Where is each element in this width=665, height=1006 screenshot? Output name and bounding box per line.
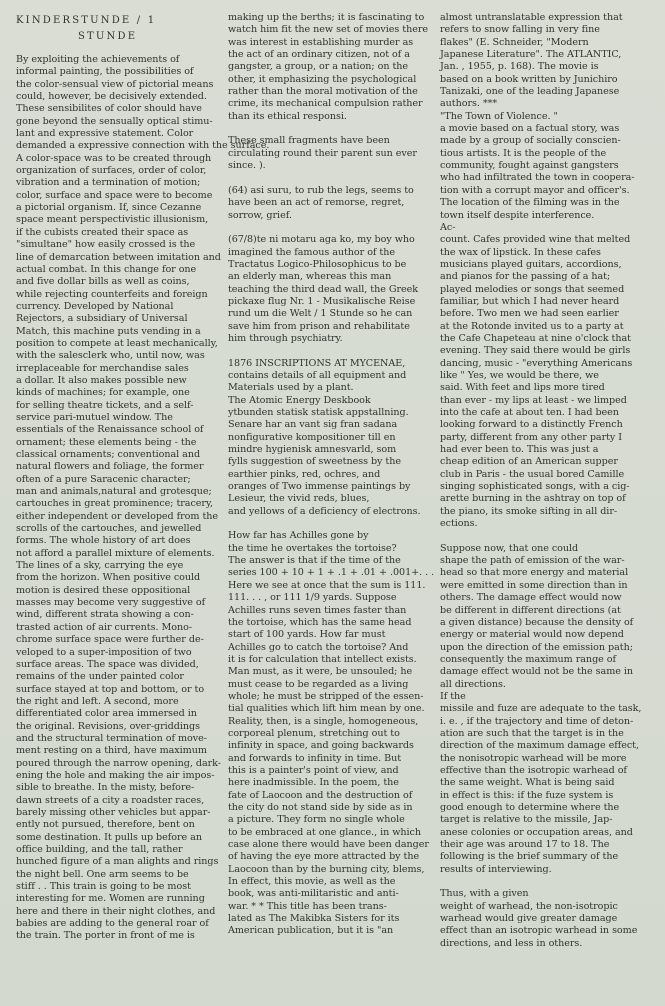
text-line: Materials used by a plant.: [228, 382, 354, 394]
text-line: anese colonies or occupation areas, and: [440, 826, 633, 838]
text-line: ening the hole and making the air impos-: [16, 769, 215, 781]
text-line: [228, 518, 438, 530]
text-line: [440, 530, 655, 542]
text-line: remains of the under painted color: [16, 671, 184, 683]
text-line: missile and fuze are adequate to the task,: [440, 703, 642, 715]
article-title-line2: STUNDE: [78, 31, 138, 42]
text-line: if the cubists created their space as: [16, 226, 189, 238]
text-line: energy or material would now depend: [440, 629, 624, 641]
text-line: The lines of a sky, carrying the eye: [16, 560, 184, 572]
text-line: contains details of all equipment and: [228, 369, 407, 381]
text-line: veloped to a super-imposition of two: [16, 646, 192, 658]
text-line: Man must, as it were, be unsouled; he: [228, 666, 413, 678]
text-line: actual combat. In this change for one: [16, 263, 197, 275]
text-line: made by a group of socially conscien-: [440, 135, 621, 147]
text-line: other, it emphasizing the psychological: [228, 73, 417, 85]
text-line: not afford a parallel mixture of elements.: [16, 547, 215, 559]
text-line: pickaxe flug Nr. 1 - Musikalische Reise: [228, 295, 416, 307]
text-line: some destination. It pulls up before an: [16, 831, 202, 843]
text-line: an elderly man, whereas this man: [228, 271, 392, 283]
text-line: target is relative to the missile, Jap-: [440, 814, 613, 826]
text-line: a pictorial organism. If, since Cezanne: [16, 202, 202, 214]
text-line: results of interviewing.: [440, 863, 552, 875]
text-line: watch him fit the new set of movies there: [228, 24, 429, 36]
text-line: cartouches in great prominence; tracery,: [16, 498, 214, 510]
text-line: i. e. , if the trajectory and time of deton-: [440, 715, 634, 727]
text-line: Rejectors, a subsidiary of Universal: [16, 313, 188, 325]
text-line: had ever been to. This was just a: [440, 444, 599, 456]
text-line: could, however, be decisively extended.: [16, 91, 207, 103]
text-line: be different in different directions (at: [440, 604, 621, 616]
text-line: man and animals,natural and grotesque;: [16, 486, 212, 498]
text-line: played melodies or songs that seemed: [440, 283, 625, 295]
text-line: Senare har an vant sig fran sadana: [228, 419, 398, 431]
text-line: American publication, but it is "an: [228, 925, 394, 937]
text-line: surface stayed at top and bottom, or to: [16, 683, 205, 695]
text-line: sible to breathe. In the misty, before-: [16, 782, 195, 794]
text-line: classical ornaments; conventional and: [16, 449, 201, 460]
text-line: dancing, music - "everything Americans: [440, 357, 633, 369]
text-line: differentiated color area immersed in: [16, 708, 197, 720]
text-line: [228, 172, 438, 184]
text-line: the right and left. A second, more: [16, 695, 179, 707]
text-line: "The Town of Violence. ": [440, 110, 558, 122]
text-line: surface areas. The space was divided,: [16, 658, 199, 670]
text-line: a dollar. It also makes possible new: [16, 374, 187, 386]
text-line: scrolls of the cartouches, and jewelled: [16, 523, 202, 535]
text-line: ation are such that the target is in the: [440, 727, 624, 739]
text-line: tial qualities which lift him mean by one.: [228, 703, 425, 715]
text-line: rather than the moral motivation of the: [228, 86, 418, 98]
text-line: often of a pure Saracenic character;: [16, 473, 191, 485]
text-line: the act of an ordinary citizen, not of a: [228, 49, 410, 61]
text-line: shape the path of emission of the war-: [440, 555, 625, 567]
text-line: a given distance) because the density of: [440, 616, 634, 628]
text-line: gangster, a group, or a nation; on the: [228, 61, 409, 73]
text-line: The Atomic Energy Deskbook: [228, 394, 371, 406]
text-line: since. ).: [228, 160, 266, 172]
text-line: service pari-mutuel window. The: [16, 411, 173, 423]
text-line: color, surface and space were to become: [16, 189, 213, 201]
text-line: community, fought against gangsters: [440, 160, 619, 172]
text-line: ment resting on a third, have maximum: [16, 745, 207, 757]
text-line: "simultane" how easily crossed is the: [16, 239, 196, 251]
text-line: book, was anti-militaristic and anti-: [228, 888, 399, 900]
text-line: said. With feet and lips more tired: [440, 382, 605, 394]
text-line: at the Rotonde invited us to a party at: [440, 320, 624, 332]
text-line: all directions.: [440, 678, 506, 690]
text-line: demanded a expressive connection with the surface.: [16, 140, 270, 152]
text-line: warhead would give greater damage: [440, 913, 618, 925]
text-line: weight of warhead, the non-isotropic: [440, 900, 618, 912]
text-line: Achilles go to catch the tortoise? And: [228, 641, 409, 653]
text-line: (64) asi suru, to rub the legs, seems to: [228, 184, 414, 196]
text-line: nonfigurative kompositioner till en: [228, 431, 396, 443]
text-line: the city do not stand side by side as in: [228, 802, 413, 813]
text-line: Japanese Literature". The ATLANTIC,: [440, 49, 622, 61]
text-line: oranges of Two immense paintings by: [228, 481, 411, 493]
text-line: making up the berths; it is fascinating to: [228, 12, 425, 23]
text-line: series 100 + 10 + 1 + .1 + .01 + .001+. . .: [228, 567, 435, 579]
text-line: party, different from any other party I: [440, 431, 623, 443]
text-line: Match, this machine puts vending in a: [16, 325, 201, 337]
text-line: were emitted in some direction than in: [440, 579, 628, 591]
text-line: it is for calculation that intellect exists.: [228, 653, 417, 665]
text-line: Reality, then, is a single, homogeneous,: [228, 715, 419, 727]
text-line: earthier pinks, red, ochres, and: [228, 468, 381, 480]
text-line: good enough to determine where the: [440, 802, 620, 813]
text-line: [228, 123, 438, 135]
text-line: fate of Laocoon and the destruction of: [228, 789, 413, 801]
text-line: in effect is this: if the fuze system is: [440, 789, 614, 801]
text-line: the time he overtakes the tortoise?: [228, 542, 397, 554]
text-line: count. Cafes provided wine that melted: [440, 234, 631, 246]
text-line: ently not pursued, therefore, bent on: [16, 819, 195, 831]
text-line: forms. The whole history of art does: [16, 535, 191, 547]
text-line: and forwards to infinity in time. But: [228, 752, 402, 764]
text-line: stiff . . This train is going to be most: [16, 881, 191, 893]
text-line: wind, different strata showing a con-: [16, 609, 194, 621]
text-line: chrome surface space were further de-: [16, 634, 204, 646]
text-line: organization of surfaces, order of color,: [16, 165, 207, 177]
text-line: and pianos for the passing of a hat;: [440, 271, 611, 283]
article-title-line1: KINDERSTUNDE / 1: [16, 15, 157, 26]
text-line: Laocoon than by the burning city, blems,: [228, 863, 425, 875]
text-line: the original. Revisions, over-griddings: [16, 720, 200, 732]
text-line: circulating round their parent sun ever: [228, 147, 417, 159]
text-line: direction of the maximum damage effect,: [440, 740, 639, 752]
text-line: sorrow, grief.: [228, 209, 292, 221]
text-line: gone beyond the sensually optical stimu-: [16, 115, 213, 127]
text-line: here inadmissible. In the poem, the: [228, 777, 399, 789]
text-line: irreplaceable for merchandise sales: [16, 362, 189, 374]
text-line: motion is desired these oppositional: [16, 584, 191, 596]
text-line: head so that more energy and material: [440, 567, 629, 579]
text-line: either independent or developed from the: [16, 510, 219, 522]
text-line: teaching the third dead wall, the Greek: [228, 283, 419, 295]
text-line: [228, 222, 438, 234]
text-line: Lesieur, the vivid reds, blues,: [228, 493, 370, 505]
text-line: tion with a corrupt mayor and officer's.: [440, 184, 630, 196]
text-line: Tanizaki, one of the leading Japanese: [440, 86, 620, 98]
text-line: effect than an isotropic warhead in some: [440, 925, 638, 937]
text-line: before. Two men we had seen earlier: [440, 308, 619, 320]
text-line: Jan. , 1955, p. 168). The movie is: [440, 61, 599, 73]
text-line: Here we see at once that the sum is 111.: [228, 579, 426, 591]
text-line: ornament; these elements being - the: [16, 436, 197, 448]
text-line: If the: [440, 690, 466, 702]
text-line: the Cafe Chapeteau at nine o'clock that: [440, 332, 631, 344]
text-line: a movie based on a factual story, was: [440, 123, 620, 135]
text-line: to be embraced at one glance., in which: [228, 826, 421, 838]
text-line: Ac-: [440, 221, 456, 233]
text-line: almost untranslatable expression that: [440, 12, 623, 23]
text-line: mindre hygienisk amnesvarld, som: [228, 444, 397, 456]
text-line: directions, and less in others.: [440, 937, 583, 949]
text-line: Tractatus Logico-Philosophicus to be: [228, 258, 407, 270]
text-line: and the structural termination of move-: [16, 732, 207, 744]
text-line: with the salesclerk who, until now, was: [16, 350, 205, 362]
text-line: poured through the narrow opening, dark-: [16, 757, 221, 769]
text-line: damage effect would not be the same in: [440, 666, 634, 678]
text-column-middle: [228, 12, 438, 938]
text-line: cheap edition of an American supper: [440, 456, 618, 468]
text-line: interesting for me. Women are running: [16, 893, 205, 905]
text-line: infinity in space, and going backwards: [228, 740, 414, 752]
text-line: this is a painter's point of view, and: [228, 764, 399, 776]
text-line: the nonisotropic warhead will be more: [440, 752, 627, 764]
text-line: line of demarcation between imitation and: [16, 251, 221, 263]
text-line: their age was around 17 to 18. The: [440, 839, 610, 851]
text-line: from the horizon. When positive could: [16, 572, 201, 584]
text-line: By exploiting the achievements of: [16, 54, 180, 65]
text-line: like " Yes, we would be there, we: [440, 369, 599, 381]
text-line: [440, 876, 655, 888]
text-line: These small fragments have been: [228, 135, 390, 147]
text-line: the wax of lipstick. In these cafes: [440, 246, 601, 258]
text-line: masses may become very suggestive of: [16, 597, 206, 609]
text-line: rund um die Welt / 1 Stunde so he can: [228, 308, 413, 320]
text-line: lant and expressive statement. Color: [16, 128, 194, 140]
text-line: and five dollar bills as well as coins,: [16, 276, 190, 288]
text-line: familiar, but which I had never heard: [440, 295, 620, 307]
text-line: following is the brief summary of the: [440, 851, 619, 863]
text-line: than its ethical responsi.: [228, 110, 347, 122]
text-line: club in Paris - the usual bored Camille: [440, 468, 625, 480]
text-line: kinds of machines; for example, one: [16, 387, 190, 399]
text-line: into the cafe at about ten. I had been: [440, 407, 619, 418]
text-line: 111. . . , or 111 1/9 yards. Suppose: [228, 592, 397, 604]
text-line: crime, its mechanical compulsion rather: [228, 98, 423, 110]
text-line: town itself despite interference.: [440, 209, 595, 221]
text-line: informal painting, the possibilities of: [16, 66, 194, 78]
text-line: the piano, its smoke sifting in all dir-: [440, 505, 618, 517]
text-line: a picture. They form no single whole: [228, 814, 405, 826]
text-line: position to compete at least mechanically,: [16, 337, 218, 349]
text-line: natural flowers and foliage, the former: [16, 461, 204, 473]
text-line: [228, 345, 438, 357]
text-line: the same weight. What is being said: [440, 777, 615, 789]
text-line: the color-sensual view of pictorial means: [16, 78, 214, 90]
text-line: than ever - my lips at least - we limped: [440, 394, 627, 406]
text-line: dawn streets of a city a roadster races,: [16, 794, 205, 806]
text-line: refers to snow falling in very fine: [440, 24, 600, 36]
text-line: A color-space was to be created through: [16, 152, 212, 164]
text-line: and yellows of a deficiency of electrons.: [228, 505, 421, 517]
text-line: barely missing other vehicles but appar-: [16, 806, 211, 818]
text-line: singing sophisticated songs, with a cig-: [440, 481, 630, 493]
text-line: authors. ***: [440, 98, 498, 110]
text-line: Thus, with a given: [440, 888, 529, 900]
text-line: babies are adding to the general roar of: [16, 918, 209, 930]
text-line: whole; he must be stripped of the essen-: [228, 690, 424, 702]
text-line: space meant perspectivistic illusionism,: [16, 214, 209, 226]
text-line: save him from prison and rehabilitate: [228, 320, 410, 332]
text-line: start of 100 yards. How far must: [228, 629, 386, 641]
text-line: looking forward to a distinctly French: [440, 419, 623, 431]
text-line: him through psychiatry.: [228, 332, 343, 344]
text-line: Suppose now, that one could: [440, 542, 579, 554]
text-line: others. The damage effect would now: [440, 592, 622, 604]
text-line: imagined the famous author of the: [228, 246, 395, 258]
text-column-right: [440, 12, 655, 950]
text-line: The location of the filming was in the: [440, 197, 620, 209]
text-line: tious artists. It is the people of the: [440, 147, 607, 159]
text-line: currency. Developed by National: [16, 300, 174, 312]
text-line: here and there in their night clothes, and: [16, 905, 216, 917]
text-line: Achilles runs seven times faster than: [228, 604, 407, 616]
text-line: trasted action of air currents. Mono-: [16, 621, 193, 633]
text-line: for selling theatre tickets, and a self-: [16, 399, 194, 411]
text-line: musicians played guitars, accordions,: [440, 258, 622, 270]
text-line: The answer is that if the time of the: [228, 555, 401, 567]
text-line: flakes" (E. Schneider, "Modern: [440, 36, 589, 48]
text-line: corporeal plenum, stretching out to: [228, 727, 400, 739]
text-line: evening. They said there would be girls: [440, 345, 631, 357]
text-line: ections.: [440, 518, 478, 530]
text-line: must cease to be regarded as a living: [228, 678, 409, 690]
text-line: 1876 INSCRIPTIONS AT MYCENAE,: [228, 357, 406, 369]
text-line: vibration and a termination of motion;: [16, 177, 201, 189]
text-line: was interest in establishing murder as: [228, 36, 414, 48]
text-line: have been an act of remorse, regret,: [228, 197, 405, 209]
text-line: the train. The porter in front of me is: [16, 930, 195, 942]
text-line: effective than the isotropic warhead of: [440, 764, 627, 776]
text-line: while rejecting counterfeits and foreign: [16, 288, 208, 300]
text-line: How far has Achilles gone by: [228, 530, 369, 542]
text-line: essentials of the Renaissance school of: [16, 424, 204, 436]
text-line: fylls suggestion of sweetness by the: [228, 456, 401, 468]
text-line: hunched figure of a man alights and rings: [16, 856, 219, 868]
text-line: arette burning in the ashtray on top of: [440, 493, 626, 505]
text-line: These sensibilites of color should have: [16, 103, 202, 115]
text-line: lated as The Makibka Sisters for its: [228, 913, 400, 925]
text-line: war. * * This title has been trans-: [228, 900, 387, 912]
text-line: who had infiltrated the town in coopera-: [440, 172, 635, 184]
text-line: case alone there would have been danger: [228, 839, 429, 851]
text-line: consequently the maximum range of: [440, 653, 617, 665]
text-line: ytbunden statisk statisk appstallning.: [228, 407, 409, 418]
text-line: the tortoise, which has the same head: [228, 616, 412, 628]
text-line: the night bell. One arm seems to be: [16, 868, 189, 880]
text-line: of having the eye more attracted by the: [228, 851, 420, 863]
text-line: In effect, this movie, as well as the: [228, 876, 396, 888]
text-line: based on a book written by Junichiro: [440, 73, 618, 85]
text-line: (67/8)te ni motaru aga ko, my boy who: [228, 234, 415, 246]
text-line: upon the direction of the emission path;: [440, 641, 633, 653]
text-line: office building, and the tall, rather: [16, 844, 183, 855]
